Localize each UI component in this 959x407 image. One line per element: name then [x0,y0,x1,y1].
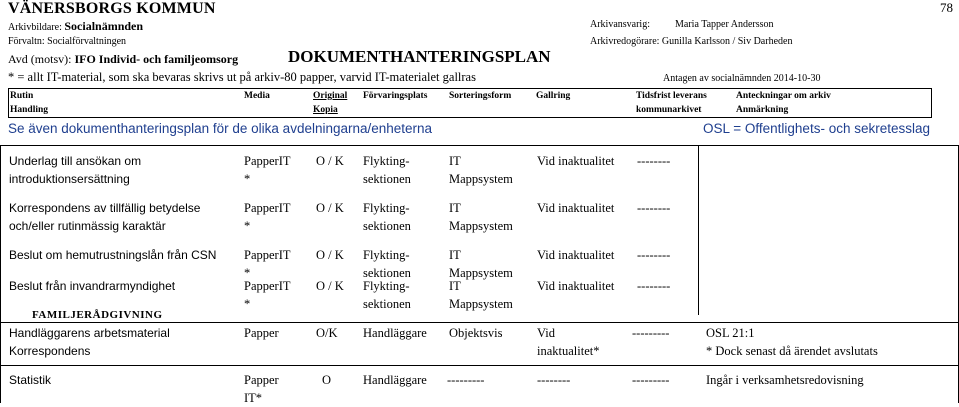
section-familjeradgivning: FAMILJERÅDGIVNING [32,309,163,321]
statistik-sortering: --------- [447,373,485,387]
note-osl: OSL = Offentlighets- och sekretesslag [703,121,930,136]
familj-forvaring: Handläggare [363,326,427,340]
arkivredogorare-value: Gunilla Karlsson / Siv Darheden [661,36,793,47]
row3-handling-line1: Beslut om hemutrustningslån från CSN [9,248,217,262]
col-tidsfrist: Tidsfrist leverans [636,91,707,101]
row2-forvaring-line1: Flykting- [363,201,410,215]
row4-handling-line1: Beslut från invandrarmyndighet [9,279,176,293]
arkivredogorare-label: Arkivredogörare: [590,36,660,47]
row2-gallring: Vid inaktualitet [537,201,615,215]
antagen: Antagen av socialnämnden 2014-10-30 [663,73,821,84]
col-original: Original [313,91,348,101]
col-anmarkning: Anmärkning [736,105,789,115]
row1-original: O / K [316,154,344,168]
row2-handling-line2: och/eller rutinmässig karaktär [9,219,166,233]
row2-media [244,199,291,235]
header-box-bottom [8,117,932,118]
familj-anteckning [706,324,878,360]
row1-forvaring-line1: Flykting- [363,154,410,168]
row4-original: O / K [316,279,344,293]
row3-forvaring-line1: Flykting- [363,248,410,262]
row1-handling-line1: Underlag till ansökan om [9,154,142,168]
row4-forvaring [363,277,411,313]
statistik-top-line [0,365,959,366]
forvaltning: Förvaltn: Socialförvaltningen [8,36,127,47]
familj-gallring-line2: inaktualitet* [537,344,600,358]
statistik-anteckning: Ingår i verksamhetsredovisning [706,373,864,387]
page-number: 78 [940,0,953,15]
row1-sortering-line2: Mappsystem [449,172,513,186]
arkivredogorare [590,36,792,47]
col-media: Media [244,91,270,101]
col-handling: Handling [10,105,49,115]
row4-media [244,277,291,313]
col-sorteringsform: Sorteringsform [449,91,512,101]
row1-handling-line2: introduktionsersättning [9,172,130,186]
avd-label: Avd (motsv): [8,52,72,66]
row3-original: O / K [316,248,344,262]
statistik-forvaring: Handläggare [363,373,427,387]
row2-sortering [449,199,513,235]
familj-gallring-line1: Vid [537,326,555,340]
familj-anteckning-line2: * Dock senast då ärendet avslutats [706,344,878,358]
row3-media-line1: PapperIT [244,248,291,262]
row2-original: O / K [316,201,344,215]
familj-top-line [0,322,959,323]
arkivbildare-value: Socialnämnden [64,19,144,33]
familj-gallring [537,324,599,360]
row2-sortering-line1: IT [449,201,461,215]
row1-forvaring [363,152,411,188]
row2-tidsfrist: -------- [637,201,671,215]
table-row [9,277,175,295]
row1-gallring: Vid inaktualitet [537,154,615,168]
arkivansvarig-label: Arkivansvarig: [590,19,650,30]
table-row [9,324,170,360]
row3-gallring: Vid inaktualitet [537,248,615,262]
table-row [9,152,141,188]
row3-forvaring-line2: sektionen [363,266,411,280]
row2-media-line2: * [244,219,251,233]
row4-forvaring-line1: Flykting- [363,279,410,293]
statistik-tidsfrist: --------- [632,373,670,387]
it-rule: * = allt IT-material, som ska bevaras skrivs ut på arkiv-80 papper, varvid IT-materialet gallras [8,70,476,84]
row1-forvaring-line2: sektionen [363,172,411,186]
statistik-gallring: -------- [537,373,571,387]
row1-media-line2: * [244,172,251,186]
arkivbildare-label: Arkivbildare: [8,22,62,33]
col-forvaringsplats: Förvaringsplats [363,91,428,101]
header-box-right [931,88,932,118]
row2-sortering-line2: Mappsystem [449,219,513,233]
row3-sortering-line2: Mappsystem [449,266,513,280]
row4-media-line1: PapperIT [244,279,291,293]
rows-top-line [0,145,959,146]
row1-media [244,152,291,188]
row4-forvaring-line2: sektionen [363,297,411,311]
table-row [9,199,200,235]
kommun-title: VÄNERSBORGS KOMMUN [8,0,216,17]
familj-sortering: Objektsvis [449,326,503,340]
statistik-handling: Statistik [9,373,52,387]
row2-forvaring [363,199,411,235]
col-kopia: Kopia [313,105,338,115]
row1-tidsfrist: -------- [637,154,671,168]
row2-forvaring-line2: sektionen [363,219,411,233]
statistik-media [244,371,279,407]
col-gallring: Gallring [536,91,571,101]
row1-media-line1: PapperIT [244,154,291,168]
row3-tidsfrist: -------- [637,248,671,262]
arkivbildare [8,19,143,34]
table-row [9,371,51,389]
table-row [9,246,216,264]
row1-sortering-line1: IT [449,154,461,168]
familj-original: O/K [316,326,338,340]
statistik-media-line1: Papper [244,373,279,387]
col-kommunarkivet: kommunarkivet [636,105,702,115]
statistik-original: O [322,373,332,387]
header-box-top [8,88,932,89]
row1-sortering [449,152,513,188]
row4-gallring: Vid inaktualitet [537,279,615,293]
familj-handling-line2: Korrespondens [9,344,91,358]
row3-media-line2: * [244,266,251,280]
col-anteckningar: Anteckningar om arkiv [736,91,831,101]
avdelning [8,52,238,67]
header-box-left [8,88,9,118]
plan-title: DOKUMENTHANTERINGSPLAN [288,47,551,66]
row3-sortering-line1: IT [449,248,461,262]
familj-handling-line1: Handläggarens arbetsmaterial [9,326,170,340]
row4-sortering-line1: IT [449,279,461,293]
row4-sortering [449,277,513,313]
row4-tidsfrist: -------- [637,279,671,293]
col-rutin: Rutin [10,91,34,101]
row4-media-line2: * [244,297,251,311]
row2-media-line1: PapperIT [244,201,291,215]
familj-tidsfrist: --------- [632,326,670,340]
row4-sortering-line2: Mappsystem [449,297,513,311]
familj-media: Papper [244,326,279,340]
arkivansvarig-value: Maria Tapper Andersson [675,19,774,30]
avd-value: IFO Individ- och familjeomsorg [74,52,239,66]
row2-handling-line1: Korrespondens av tillfällig betydelse [9,201,201,215]
rows-notes-divider [698,145,699,315]
statistik-media-line2: IT* [244,391,263,405]
familj-anteckning-line1: OSL 21:1 [706,326,755,340]
note-se-aven: Se även dokumenthanteringsplan för de olika avdelningarna/enheterna [8,121,433,136]
